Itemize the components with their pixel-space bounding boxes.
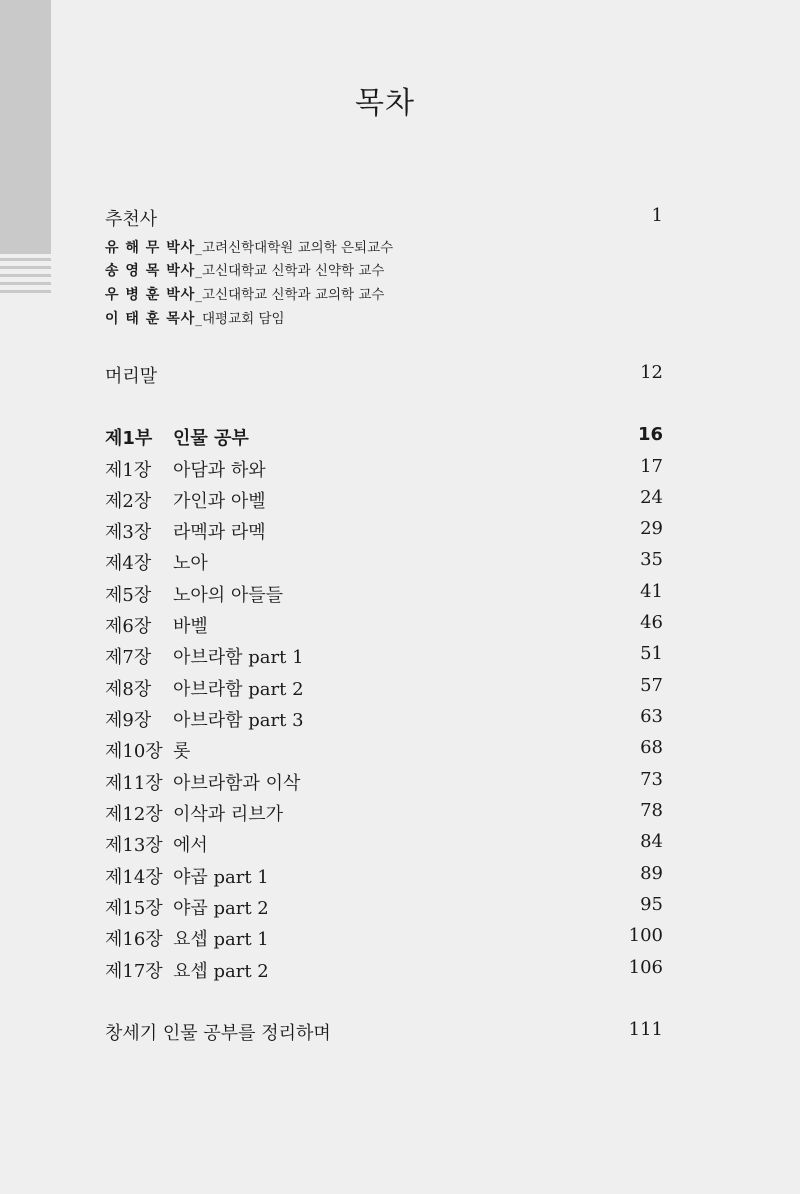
chapter-number: 제3장 bbox=[105, 522, 152, 543]
chapter-number: 제11장 bbox=[105, 773, 163, 794]
chapter-page: 24 bbox=[640, 487, 663, 508]
chapter-page: 84 bbox=[640, 831, 663, 852]
chapter-page: 41 bbox=[640, 581, 663, 602]
chapter-title: 노아의 아들들 bbox=[173, 585, 284, 606]
toc-entry-chapter[interactable] bbox=[105, 487, 663, 515]
toc-entry-chapter[interactable] bbox=[105, 549, 663, 577]
chapter-page: 78 bbox=[640, 800, 663, 821]
recommender-affiliation: _대평교회 담임 bbox=[195, 311, 285, 327]
toc-entry-chapter[interactable] bbox=[105, 925, 663, 953]
toc-entry-chapter[interactable] bbox=[105, 518, 663, 546]
chapter-title: 가인과 아벨 bbox=[173, 491, 266, 512]
toc-entry-label: 추천사 bbox=[105, 209, 158, 230]
toc-entry-chapter[interactable] bbox=[105, 737, 663, 765]
recommender-name: 이 태 훈 목사 bbox=[105, 311, 196, 327]
toc-entry-chapter[interactable] bbox=[105, 894, 663, 922]
chapter-title: 요셉 part 1 bbox=[173, 929, 269, 950]
chapter-title: 아브라함과 이삭 bbox=[173, 773, 301, 794]
toc-entry-label: 머리말 bbox=[105, 366, 158, 387]
recommender-line bbox=[105, 236, 393, 257]
toc-entry-part1[interactable] bbox=[105, 424, 663, 452]
chapter-title: 롯 bbox=[173, 741, 191, 762]
chapter-page: 29 bbox=[640, 518, 663, 539]
chapter-page: 100 bbox=[628, 925, 663, 946]
chapter-page: 106 bbox=[628, 957, 663, 978]
chapter-number: 제14장 bbox=[105, 867, 163, 888]
toc-entry-closing[interactable] bbox=[105, 1019, 663, 1047]
toc-entry-chapter[interactable] bbox=[105, 456, 663, 484]
toc-entry-chapter[interactable] bbox=[105, 863, 663, 891]
chapter-number: 제8장 bbox=[105, 679, 152, 700]
recommender-line bbox=[105, 283, 384, 304]
toc-entry-chapter[interactable] bbox=[105, 831, 663, 859]
chapter-title: 에서 bbox=[173, 835, 208, 856]
recommender-line bbox=[105, 307, 285, 328]
chapter-title: 노아 bbox=[173, 553, 208, 574]
chapter-title: 바벨 bbox=[173, 616, 208, 637]
recommender-name: 우 병 훈 박사 bbox=[105, 287, 196, 303]
recommender-affiliation: _고려신학대학원 교의학 은퇴교수 bbox=[195, 240, 394, 256]
chapter-number: 제13장 bbox=[105, 835, 163, 856]
recommender-affiliation: _고신대학교 신학과 신약학 교수 bbox=[195, 263, 385, 279]
chapter-page: 51 bbox=[640, 643, 663, 664]
part-number: 제1부 bbox=[105, 428, 153, 449]
recommender-name: 유 해 무 박사 bbox=[105, 240, 196, 256]
side-color-bar bbox=[0, 0, 51, 254]
chapter-number: 제15장 bbox=[105, 898, 163, 919]
chapter-page: 57 bbox=[640, 675, 663, 696]
chapter-page: 89 bbox=[640, 863, 663, 884]
toc-entry-label: 창세기 인물 공부를 정리하며 bbox=[105, 1023, 331, 1044]
chapter-number: 제17장 bbox=[105, 961, 163, 982]
chapter-title: 아브라함 part 3 bbox=[173, 710, 304, 731]
chapter-page: 17 bbox=[640, 456, 663, 477]
recommender-line bbox=[105, 259, 384, 280]
chapter-title: 라멕과 라멕 bbox=[173, 522, 266, 543]
chapter-title: 야곱 part 1 bbox=[173, 867, 269, 888]
chapter-number: 제16장 bbox=[105, 929, 163, 950]
chapter-number: 제9장 bbox=[105, 710, 152, 731]
toc-entry-page: 12 bbox=[640, 362, 663, 383]
chapter-title: 요셉 part 2 bbox=[173, 961, 269, 982]
part-page: 16 bbox=[637, 424, 663, 445]
chapter-page: 73 bbox=[640, 769, 663, 790]
side-stripe bbox=[0, 274, 51, 277]
chapter-title: 야곱 part 2 bbox=[173, 898, 269, 919]
toc-entry-chapter[interactable] bbox=[105, 957, 663, 985]
chapter-number: 제1장 bbox=[105, 460, 152, 481]
chapter-number: 제4장 bbox=[105, 553, 152, 574]
side-stripe bbox=[0, 258, 51, 261]
chapter-number: 제2장 bbox=[105, 491, 152, 512]
chapter-number: 제5장 bbox=[105, 585, 152, 606]
toc-entry-chapter[interactable] bbox=[105, 581, 663, 609]
toc-entry-preface[interactable] bbox=[105, 205, 663, 233]
chapter-page: 63 bbox=[640, 706, 663, 727]
chapter-title: 이삭과 리브가 bbox=[173, 804, 284, 825]
chapter-page: 68 bbox=[640, 737, 663, 758]
toc-entry-chapter[interactable] bbox=[105, 769, 663, 797]
toc-entry-foreword[interactable] bbox=[105, 362, 663, 390]
toc-entry-page: 1 bbox=[651, 205, 663, 226]
toc-entry-page: 111 bbox=[628, 1019, 663, 1040]
toc-entry-chapter[interactable] bbox=[105, 706, 663, 734]
part-name: 인물 공부 bbox=[173, 428, 249, 449]
page-title: 목차 bbox=[355, 86, 415, 121]
chapter-page: 95 bbox=[640, 894, 663, 915]
side-stripe bbox=[0, 290, 51, 293]
chapter-title: 아브라함 part 1 bbox=[173, 647, 304, 668]
recommender-name: 송 영 목 박사 bbox=[105, 263, 196, 279]
chapter-page: 46 bbox=[640, 612, 663, 633]
chapter-page: 35 bbox=[640, 549, 663, 570]
chapter-title: 아담과 하와 bbox=[173, 460, 266, 481]
chapter-number: 제12장 bbox=[105, 804, 163, 825]
chapter-number: 제10장 bbox=[105, 741, 163, 762]
chapter-number: 제6장 bbox=[105, 616, 152, 637]
side-stripe bbox=[0, 266, 51, 269]
toc-entry-chapter[interactable] bbox=[105, 675, 663, 703]
side-stripe bbox=[0, 282, 51, 285]
toc-entry-chapter[interactable] bbox=[105, 800, 663, 828]
toc-entry-chapter[interactable] bbox=[105, 643, 663, 671]
toc-entry-chapter[interactable] bbox=[105, 612, 663, 640]
chapter-number: 제7장 bbox=[105, 647, 152, 668]
recommender-affiliation: _고신대학교 신학과 교의학 교수 bbox=[195, 287, 385, 303]
chapter-title: 아브라함 part 2 bbox=[173, 679, 304, 700]
